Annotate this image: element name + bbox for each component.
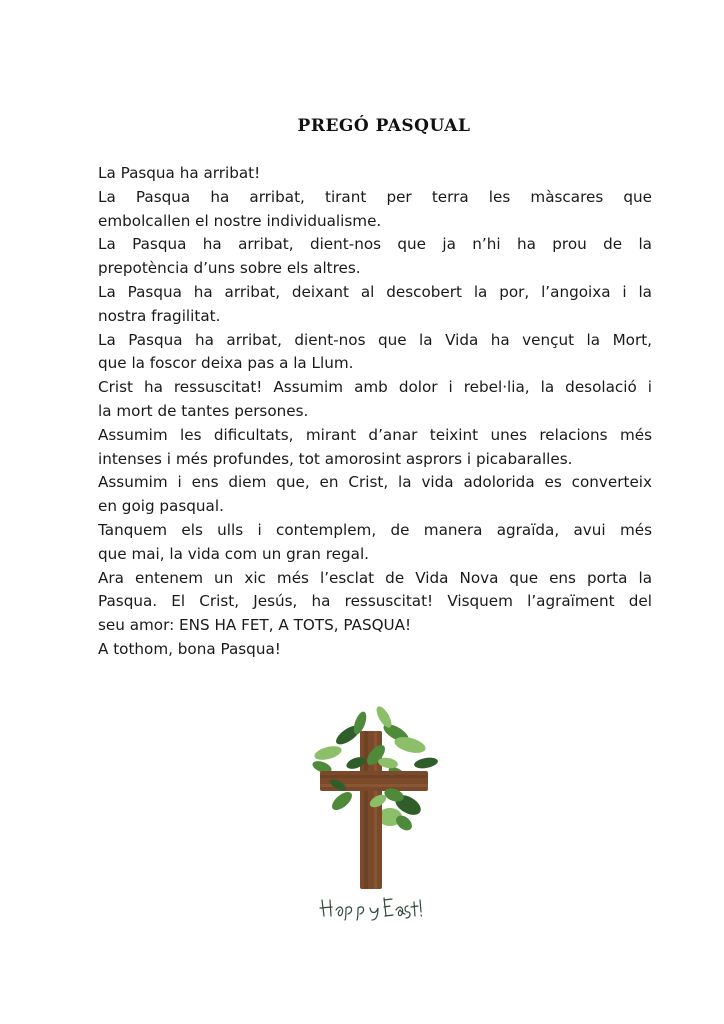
text-line: en goig pasqual. [98,497,224,516]
text-line: nostra fragilitat. [98,306,221,325]
text-line: intenses i més profundes, tot amorosint asprors i picabaralles. [98,449,573,468]
paragraph [98,424,652,472]
text-line: Pasqua. El Crist, Jesús, ha ressuscitat! Visquem l’agraïment del [98,592,652,611]
paragraph [98,471,652,519]
text-line: embolcallen el nostre individualisme. [98,211,382,230]
text-line: Tanquem els ulls i contemplem, de manera agraïda, avui més [98,520,652,539]
text-line: La Pasqua ha arribat, tirant per terra les màscares que [98,187,652,206]
happy-easter-signature [318,892,428,922]
text-line: La Pasqua ha arribat, deixant al descobert la por, l’angoixa i la [98,282,652,301]
paragraph [98,638,652,662]
text-line: la mort de tantes persones. [98,401,309,420]
text-line: prepotència d’uns sobre els altres. [98,259,361,278]
paragraph [98,519,652,567]
prayer-text [98,162,652,662]
text-line: La Pasqua ha arribat, dient-nos que la Vida ha vençut la Mort, [98,330,652,349]
text-line: que la foscor deixa pas a la Llum. [98,354,354,373]
text-line: La Pasqua ha arribat, dient-nos que ja n’hi ha prou de la [98,235,652,254]
paragraph [98,281,652,329]
paragraph [98,567,652,638]
text-line: Assumim les dificultats, mirant d’anar teixint unes relacions més [98,425,652,444]
text-line: Ara entenem un xic més l’esclat de Vida Nova que ens porta la [98,568,652,587]
paragraph [98,329,652,377]
text-line: La Pasqua ha arribat! [98,164,261,182]
text-line: seu amor: ENS HA FET, A TOTS, PASQUA! [98,616,412,635]
paragraph [98,162,652,186]
wooden-cross-with-leaves-icon [300,705,450,895]
paragraph [98,186,652,234]
text-line: que mai, la vida com un gran regal. [98,544,369,563]
text-line: Crist ha ressuscitat! Assumim amb dolor i rebel·lia, la desolació i [98,378,652,397]
paragraph [98,233,652,281]
paragraph [98,376,652,424]
text-line: A tothom, bona Pasqua! [98,639,281,658]
text-line: Assumim i ens diem que, en Crist, la vida adolorida es converteix [98,473,652,492]
page-title: PREGÓ PASQUAL [297,116,471,136]
